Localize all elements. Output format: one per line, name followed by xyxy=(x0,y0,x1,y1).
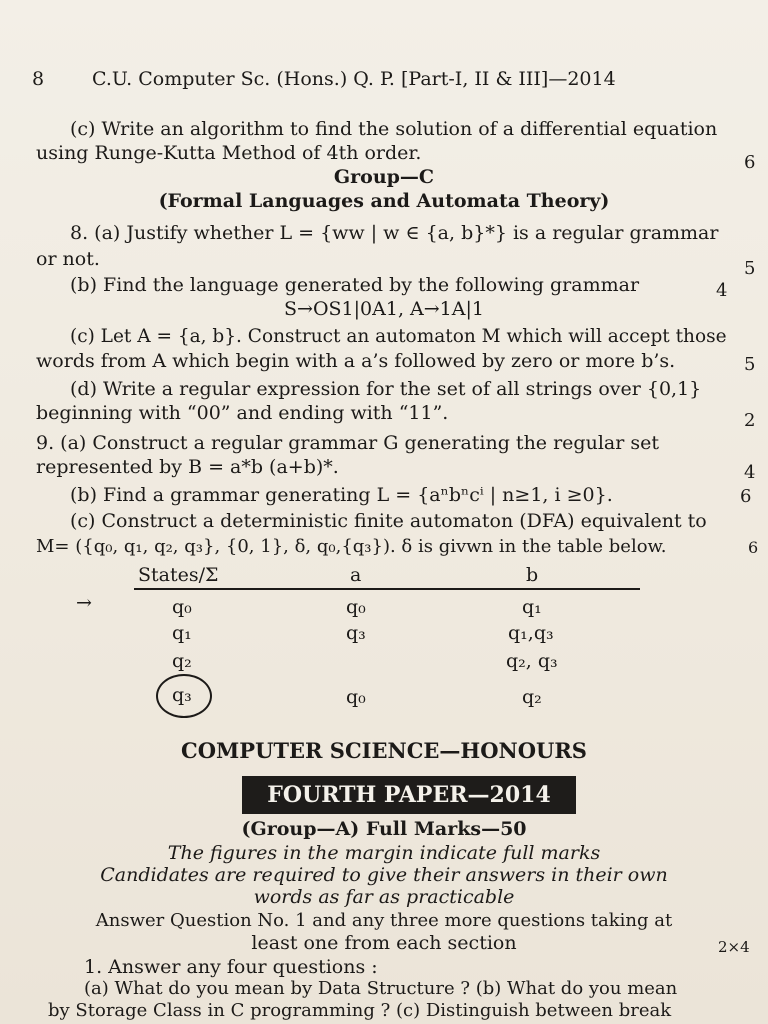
running-title: C.U. Computer Sc. (Hons.) Q. P. [Part-I, II & III]—2014 xyxy=(92,68,616,90)
q9a-line1: 9. (a) Construct a regular grammar G generating the regular set xyxy=(36,432,659,454)
instruction-1: The figures in the margin indicate full marks xyxy=(167,842,601,864)
start-state-arrow: → xyxy=(76,592,92,614)
q1-line1: 1. Answer any four questions : xyxy=(84,956,378,978)
q8b-line1: (b) Find the language generated by the following grammar xyxy=(70,274,640,296)
table-row-1-state: q₁ xyxy=(172,622,192,644)
q9c-line1: (c) Construct a deterministic finite automaton (DFA) equivalent to xyxy=(70,510,707,532)
q8c-line1: (c) Let A = {a, b}. Construct an automaton M which will accept those xyxy=(70,326,727,347)
instruction-5: least one from each section xyxy=(251,932,517,954)
q8b-grammar: S→OS1|0A1, A→1A|1 xyxy=(284,298,484,320)
table-row-2-state: q₂ xyxy=(172,650,192,672)
group-c-subtitle: (Formal Languages and Automata Theory) xyxy=(158,190,610,212)
q8d-marks: 2 xyxy=(744,410,756,431)
table-header-a: a xyxy=(350,564,362,586)
table-row-1-b: q₁,q₃ xyxy=(508,622,554,644)
q1-line2: (a) What do you mean by Data Structure ? (b) What do you mean xyxy=(84,978,678,999)
instruction-3: words as far as practicable xyxy=(253,886,515,908)
q8d-line2: beginning with “00” and ending with “11”. xyxy=(36,402,449,424)
q7c-line2: using Runge-Kutta Method of 4th order. xyxy=(36,142,422,164)
q9c-line2: M= ({q₀, q₁, q₂, q₃}, {0, 1}, δ, q₀,{q₃}). δ is givwn in the table below. xyxy=(36,536,667,557)
q1-marks: 2×4 xyxy=(718,938,750,956)
table-row-3-b: q₂ xyxy=(522,686,542,708)
q8c-marks: 5 xyxy=(744,354,756,375)
table-row-3-state: q₃ xyxy=(172,684,192,706)
q1-line3: by Storage Class in C programming ? (c) Distinguish between break xyxy=(48,1000,672,1021)
q9b-marks: 6 xyxy=(740,486,752,507)
table-row-0-a: q₀ xyxy=(346,596,366,618)
table-row-1-a: q₃ xyxy=(346,622,366,644)
q7c-marks: 6 xyxy=(744,152,756,173)
instruction-2: Candidates are required to give their answers in their own xyxy=(100,864,668,886)
q9b-line1: (b) Find a grammar generating L = {aⁿbⁿcⁱ | n≥1, i ≥0}. xyxy=(70,484,613,506)
q8a-line1: 8. (a) Justify whether L = {ww | w ∈ {a, b}*} is a regular grammar xyxy=(70,222,719,244)
paper-banner: FOURTH PAPER—2014 xyxy=(242,776,576,814)
q8a-line2: or not. xyxy=(36,248,100,270)
q9a-line2: represented by B = a*b (a+b)*. xyxy=(36,456,339,478)
page-number: 8 xyxy=(32,68,45,90)
table-header-states: States/Σ xyxy=(138,564,219,586)
paper-heading: COMPUTER SCIENCE—HONOURS xyxy=(181,738,587,763)
table-row-0-state: q₀ xyxy=(172,596,192,618)
q8a-marks: 5 xyxy=(744,258,756,279)
q8b-marks: 4 xyxy=(716,280,728,301)
group-a-line: (Group—A) Full Marks—50 xyxy=(241,818,527,840)
q8c-line2: words from A which begin with a a’s followed by zero or more b’s. xyxy=(36,350,676,372)
q7c-line1: (c) Write an algorithm to find the solution of a differential equation xyxy=(70,118,718,140)
instruction-4: Answer Question No. 1 and any three more questions taking at xyxy=(95,910,673,931)
table-header-b: b xyxy=(526,564,539,586)
q9a-marks: 4 xyxy=(744,462,756,483)
table-row-0-b: q₁ xyxy=(522,596,542,618)
q9c-marks: 6 xyxy=(748,538,759,557)
q8d-line1: (d) Write a regular expression for the set of all strings over {0,1} xyxy=(70,378,702,400)
table-row-2-b: q₂, q₃ xyxy=(506,650,558,672)
table-header-rule xyxy=(134,588,640,590)
group-c-title: Group—C xyxy=(333,166,435,188)
table-row-3-a: q₀ xyxy=(346,686,366,708)
